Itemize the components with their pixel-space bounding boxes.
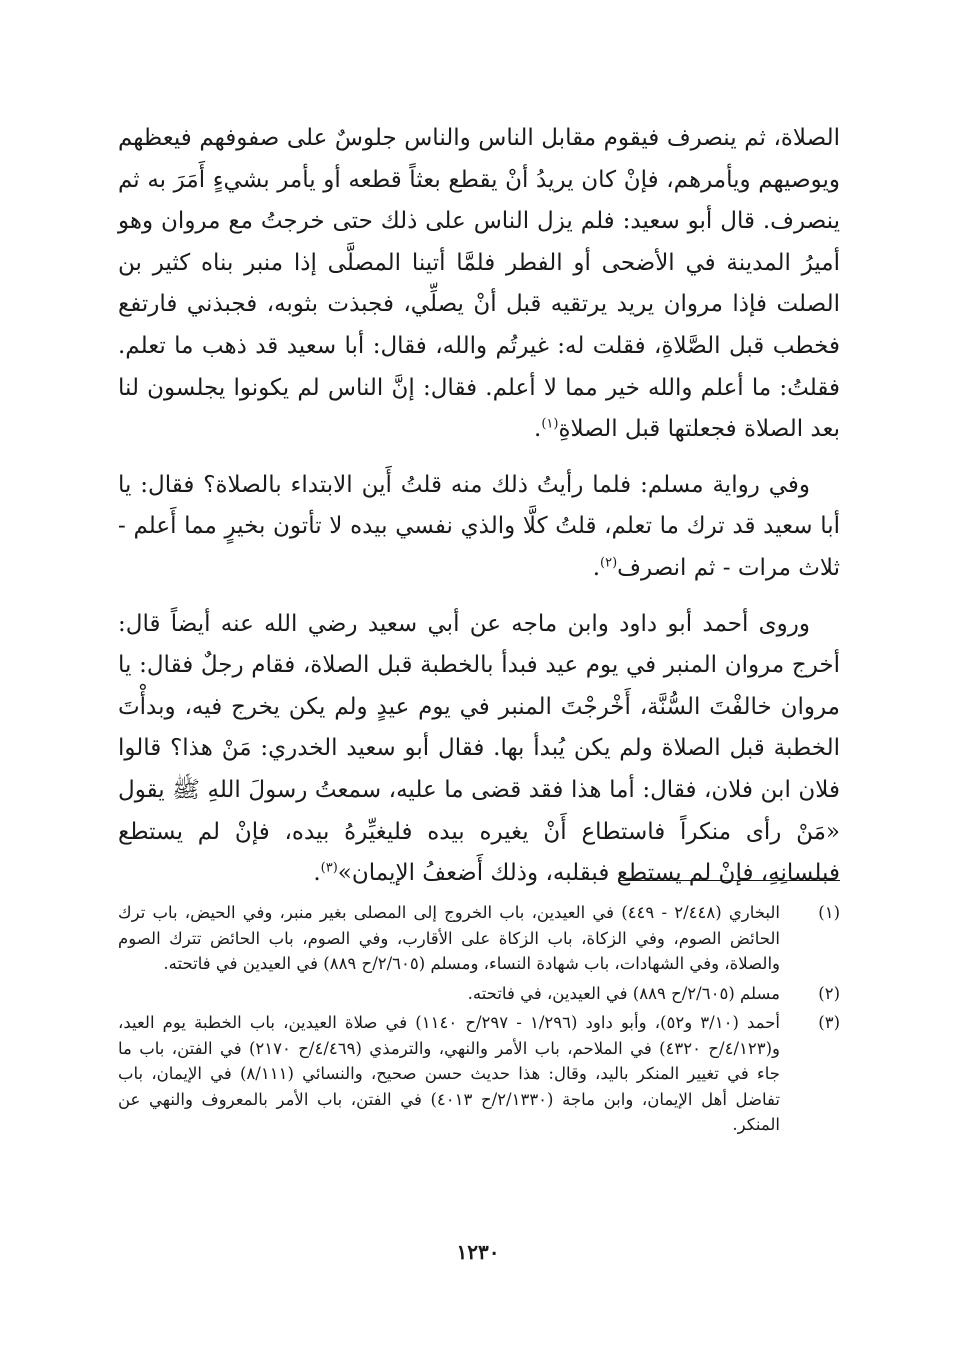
- footnote-1: [118, 900, 840, 977]
- paragraph-1-end: .: [534, 416, 542, 443]
- paragraph-3-text: وروى أحمد أبو داود وابن ماجه عن أبي سعيد رضي الله عنه أيضاً قال: أخرج مروان المنبر في يوم عيد فبدأ بالخطبة قبل الصلاة، فقام رجلٌ فقال: يا مروان خالفْتَ السُّنَّة، أَخْرجْتَ المنبر في يوم عيدٍ ولم يكن يخرج فيه، وبدأْتَ الخطبة قبل الصلاة ولم يكن يُبدأ بها. فقال أبو سعيد الخدري: مَنْ هذا؟ قالوا فلان ابن فلان، فقال: أما هذا فقد قضى ما عليه، سمعتُ رسولَ اللهِ ﷺ يقول «مَنْ رأى منكراً فاستطاع أَنْ يغيره بيده فليغيِّرهُ بيده، فإنْ لم يستطع فبلسانِهِ، فإنْ لم يستطع فبقلبه، وذلك أَضعفُ الإيمان»: [118, 610, 840, 887]
- paragraph-2-end: .: [592, 554, 601, 581]
- paragraph-2-text: وفي رواية مسلم: فلما رأيتُ ذلك منه قلتُ أَين الابتداء بالصلاة؟ فقال: يا أبا سعيد قد ترك ما تعلم، قلتُ كلَّا والذي نفسي بيده لا تأتون بخيرٍ مما أَعلم - ثلاث مرات - ثم انصرف: [118, 471, 840, 581]
- footnotes: [118, 900, 840, 1142]
- footnote-3-number: (٣): [818, 1013, 840, 1032]
- page-number: ١٢٣٠: [456, 1240, 500, 1264]
- paragraph-3-end: .: [313, 860, 321, 887]
- footnote-marker-2: (٢): [600, 555, 618, 571]
- main-text: [118, 118, 840, 909]
- footnote-marker-1: (١): [541, 416, 559, 432]
- paragraph-3: [118, 604, 840, 895]
- footnote-separator: [620, 880, 840, 881]
- footnote-2: [118, 981, 840, 1007]
- paragraph-2: [118, 465, 840, 590]
- footnote-2-text: مسلم (٢/٦٠٥/ح ٨٨٩) في العيدين، في فاتحته.: [467, 983, 780, 1003]
- footnote-1-number: (١): [818, 903, 840, 922]
- footnote-3-text: أحمد (٣/١٠ و٥٢)، وأبو داود (١/٢٩٦ - ٢٩٧/ح ١١٤٠) في صلاة العيدين، باب الخطبة يوم العيد، و(٤/١٢٣/ح ٤٣٢٠) في الملاحم، باب الأمر والنهي، والترمذي (٤/٤٦٩/ح ٢١٧٠) في الفتن، باب ما جاء في تغيير المنكر باليد، وقال: هذا حديث حسن صحيح، والنسائي (٨/١١١) في الإيمان، باب تفاضل أهل الإيمان، وابن ماجة (٢/١٣٣٠/ح ٤٠١٣) في الفتن، باب الأمر بالمعروف والنهي عن المنكر.: [118, 1013, 781, 1134]
- footnote-1-text: البخاري (٢/٤٤٨ - ٤٤٩) في العيدين، باب الخروج إلى المصلى بغير منبر، وفي الحيض، باب ترك الحائض الصوم، وفي الزكاة، باب الزكاة على الأقارب، وفي الصوم، باب الحائض تترك الصوم والصلاة، وفي الشهادات، باب شهادة النساء، ومسلم (٢/٦٠٥/ح ٨٨٩) في العيدين في فاتحته.: [118, 903, 780, 973]
- paragraph-1: [118, 118, 840, 451]
- footnote-3: [118, 1010, 840, 1138]
- footnote-marker-3: (٣): [320, 860, 338, 876]
- footnote-2-number: (٢): [818, 983, 840, 1003]
- paragraph-1-text: الصلاة، ثم ينصرف فيقوم مقابل الناس والناس جلوسٌ على صفوفهم فيعظهم ويوصيهم ويأمرهم، فإنْ كان يريدُ أنْ يقطع بعثاً قطعه أو يأمر بشيءٍ أَمَرَ به ثم ينصرف. قال أبو سعيد: فلم يزل الناس على ذلك حتى خرجتُ مع مروان وهو أميرُ المدينة في الأضحى أو الفطر فلمَّا أتينا المصلَّى إذا منبر بناه كثير بن الصلت فإذا مروان يريد يرتقيه قبل أنْ يصلِّي، فجبذت بثوبه، فجبذني فارتفع فخطب قبل الصَّلاةِ، فقلت له: غيرتُم والله، فقال: أبا سعيد قد ذهب ما تعلم. فقلتُ: ما أعلم والله خير مما لا أعلم. فقال: إنَّ الناس لم يكونوا يجلسون لنا بعد الصلاة فجعلتها قبل الصلاةِ: [118, 125, 840, 443]
